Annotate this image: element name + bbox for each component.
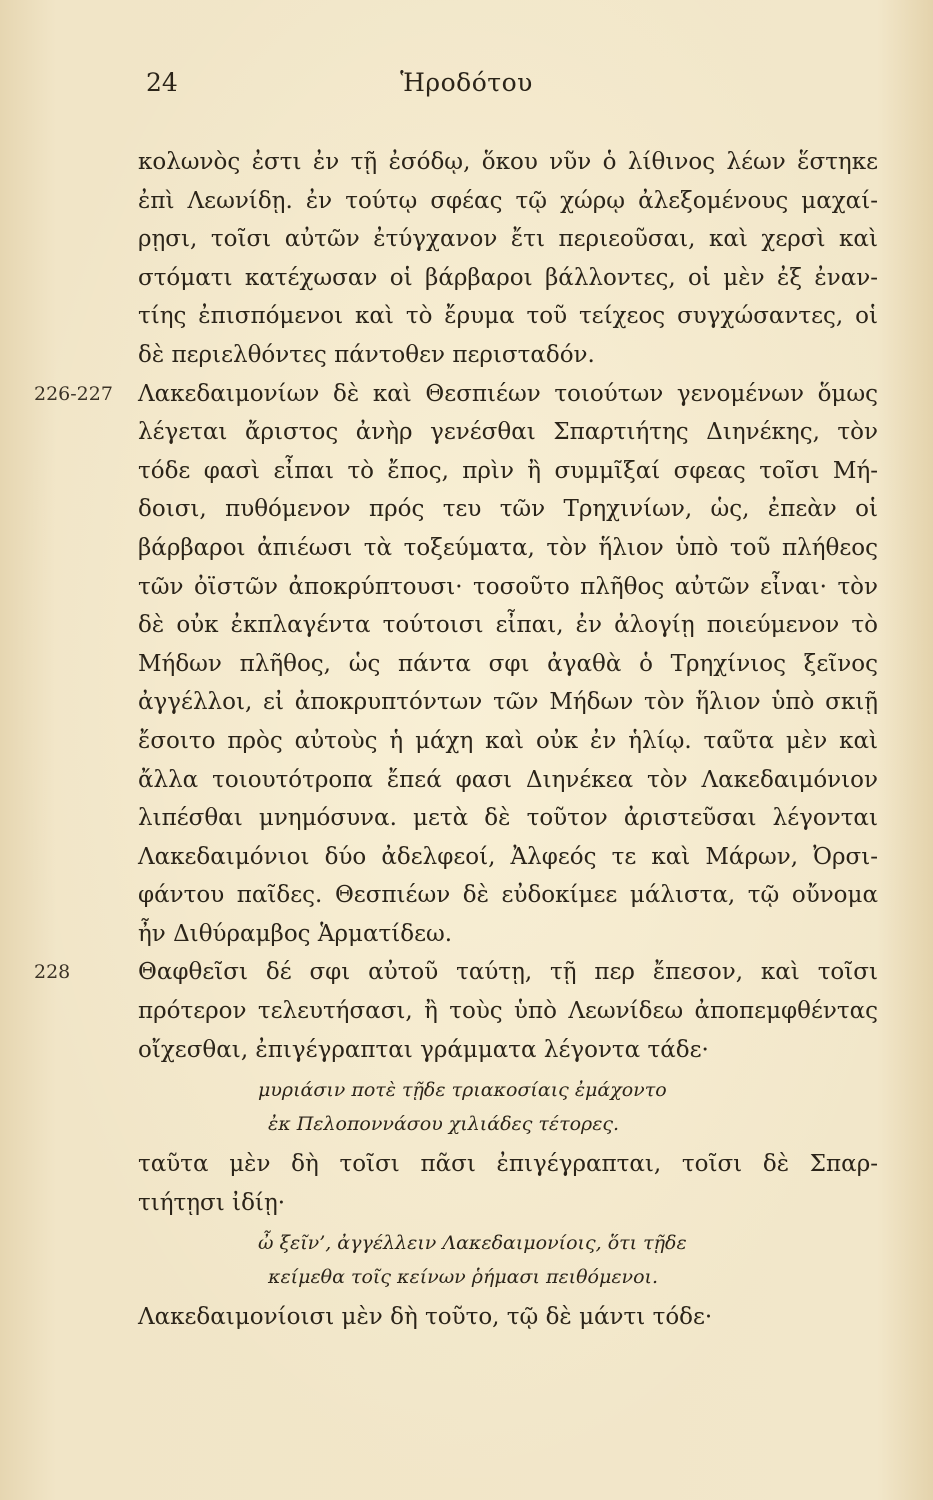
text-line: ἔσοιτο πρὸς αὐτοὺς ἡ μάχη καὶ οὐκ ἐν ἡλίῳ. ταῦτα μὲν καὶ xyxy=(138,727,878,754)
text-line: δοισι, πυθόμενον πρός τευ τῶν Τρηχινίων, ὡς, ἐπεὰν οἱ xyxy=(138,496,878,523)
running-title: Ἡροδότου xyxy=(400,68,533,97)
chapter-number: 226-227 xyxy=(34,382,113,405)
epigram-line: μυριάσιν ποτὲ τῇδε τριακοσίαις ἐμάχοντο xyxy=(258,1079,667,1102)
text-line: ἦν Διθύραμβος Ἁρματίδεω. xyxy=(138,920,453,947)
text-line: τῶν ὀϊστῶν ἀποκρύπτουσι· τοσοῦτο πλῆθος αὐτῶν εἶναι· τὸν xyxy=(138,573,878,600)
text-line: τιήτῃσι ἰδίῃ· xyxy=(138,1189,286,1216)
page-header xyxy=(0,68,933,108)
text-line: δὲ περιελθόντες πάντοθεν περισταδόν. xyxy=(138,341,595,368)
text-line xyxy=(34,953,878,992)
epigram-line: ὦ ξεῖν’, ἀγγέλλειν Λακεδαιμονίοις, ὅτι τῇδε xyxy=(258,1232,687,1255)
text-line: κολωνὸς ἐστι ἐν τῇ ἐσόδῳ, ὅκου νῦν ὁ λίθινος λέων ἕστηκε xyxy=(138,149,878,175)
text-line: βάρβαροι ἀπιέωσι τὰ τοξεύματα, τὸν ἥλιον ὑπὸ τοῦ πλήθεος xyxy=(138,534,878,561)
text-line: τίης ἐπισπόμενοι καὶ τὸ ἔρυμα τοῦ τείχεος συγχώσαντες, οἱ xyxy=(138,303,878,330)
text-line: οἴχεσθαι, ἐπιγέγραπται γράμματα λέγοντα τάδε· xyxy=(138,1036,709,1063)
text-line-content: Θαφθεῖσι δέ σφι αὐτοῦ ταύτῃ, τῇ περ ἔπεσον, καὶ τοῖσι xyxy=(138,959,878,986)
text-line xyxy=(34,375,878,414)
text-line: ρῃσι, τοῖσι αὐτῶν ἐτύγχανον ἔτι περιεοῦσαι, καὶ χερσὶ καὶ xyxy=(138,226,878,253)
epigram-line: ἐκ Πελοποννάσου χιλιάδες τέτορες. xyxy=(268,1113,620,1136)
text-line-content: Λακεδαιμονίων δὲ καὶ Θεσπιέων τοιούτων γενομένων ὅμως xyxy=(138,380,878,407)
text-line: ταῦτα μὲν δὴ τοῖσι πᾶσι ἐπιγέγραπται, τοῖσι δὲ Σπαρ- xyxy=(138,1151,878,1178)
text-line: ἐπὶ Λεωνίδῃ. ἐν τούτῳ σφέας τῷ χώρῳ ἀλεξομένους μαχαί- xyxy=(138,187,878,214)
text-line: Λακεδαιμόνιοι δύο ἀδελφεοί, Ἀλφεός τε καὶ Μάρων, Ὀρσι- xyxy=(138,843,878,870)
text-line: ἄλλα τοιουτότροπα ἔπεά φασι Διηνέκεα τὸν Λακεδαιμόνιον xyxy=(138,766,878,793)
text-line: πρότερον τελευτήσασι, ἢ τοὺς ὑπὸ Λεωνίδεω ἀποπεμφθέντας xyxy=(138,998,878,1025)
text-line: δὲ οὐκ ἐκπλαγέντα τούτοισι εἶπαι, ἐν ἀλογίῃ ποιεύμενον τὸ xyxy=(138,612,878,639)
chapter-number: 228 xyxy=(34,961,71,984)
text-line: Λακεδαιμονίοισι μὲν δὴ τοῦτο, τῷ δὲ μάντι τόδε· xyxy=(138,1304,713,1331)
text-line: ἀγγέλλοι, εἰ ἀποκρυπτόντων τῶν Μήδων τὸν ἥλιον ὑπὸ σκιῇ xyxy=(138,689,878,716)
page-number: 24 xyxy=(146,68,178,97)
text-line: τόδε φασὶ εἶπαι τὸ ἔπος, πρὶν ἢ συμμῖξαί σφεας τοῖσι Μή- xyxy=(138,457,878,484)
text-line: Μήδων πλῆθος, ὡς πάντα σφι ἀγαθὰ ὁ Τρηχίνιος ξεῖνος xyxy=(138,650,878,677)
text-line: λέγεται ἄριστος ἀνὴρ γενέσθαι Σπαρτιήτης Διηνέκης, τὸν xyxy=(138,419,878,446)
text-line: φάντου παῖδες. Θεσπιέων δὲ εὐδοκίμεε μάλιστα, τῷ οὔνομα xyxy=(138,882,878,909)
text-line: στόματι κατέχωσαν οἱ βάρβαροι βάλλοντες, οἱ μὲν ἐξ ἐναν- xyxy=(138,264,878,291)
text-body xyxy=(34,143,878,1337)
epigram-line: κείμεθα τοῖς κείνων ῥήμασι πειθόμενοι. xyxy=(268,1266,659,1289)
text-line: λιπέσθαι μνημόσυνα. μετὰ δὲ τοῦτον ἀριστεῦσαι λέγονται xyxy=(138,805,878,832)
